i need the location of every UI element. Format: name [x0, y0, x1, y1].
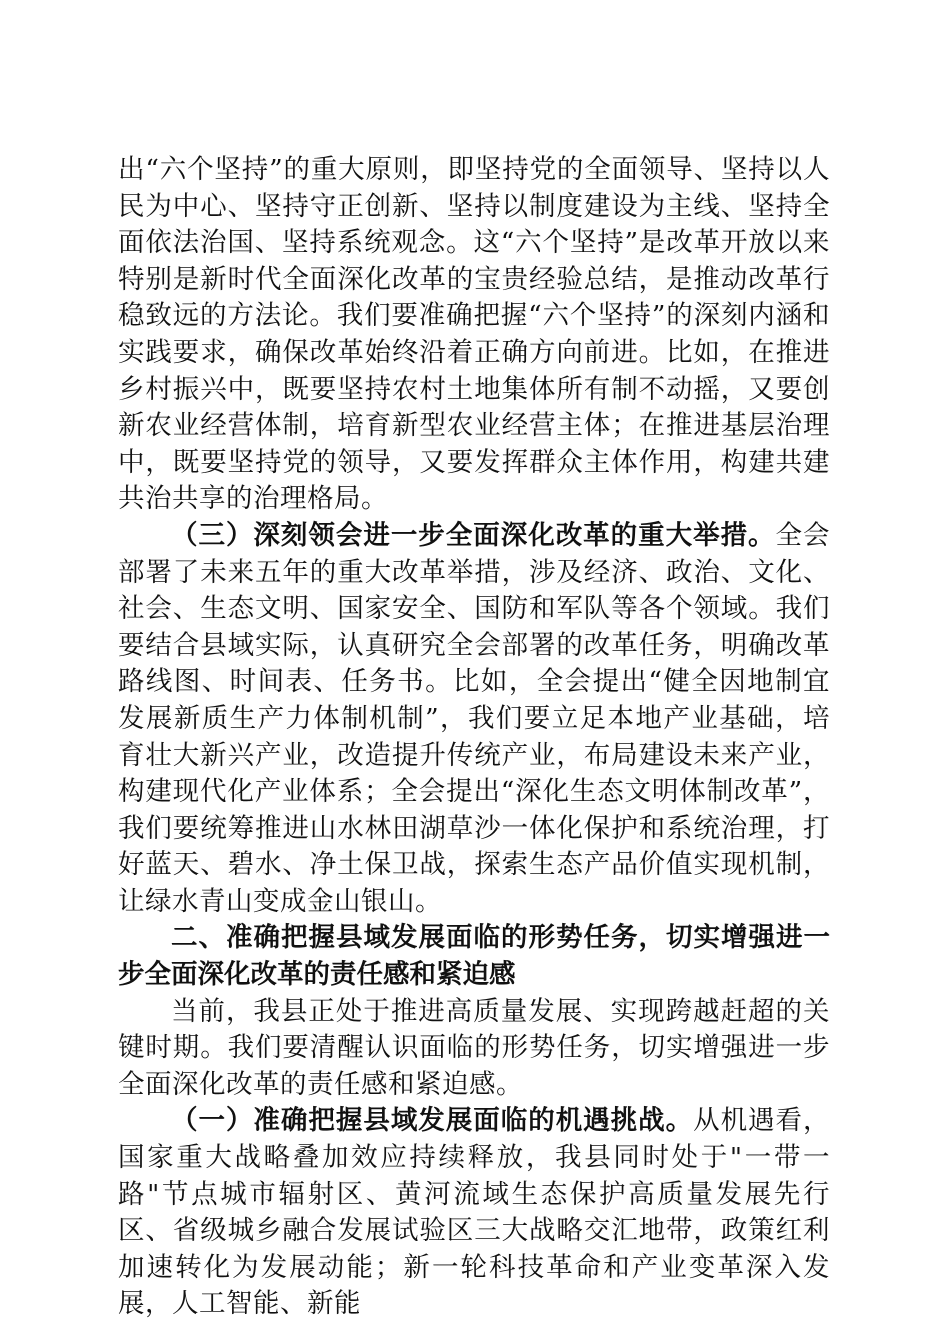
section-heading-two: 二、准确把握县域发展面临的形势任务，切实增强进一步全面深化改革的责任感和紧迫感 [118, 922, 830, 991]
subheading-opportunities-challenges: （一）准确把握县域发展面临的机遇挑战。 [171, 1105, 694, 1137]
body-major-measures: 全会部署了未来五年的重大改革举措，涉及经济、政治、文化、社会、生态文明、国家安全、国防和军队等各个领域。我们要结合县域实际，认真研究全会部署的改革任务，明确改革路线图、时间表、任务书。比如，全会提出“健全因地制宜发展新质生产力体制机制”，我们要立足本地产业基础，培育壮大新兴产业，改造提升传统产业，布局建设未来产业，构建现代化产业体系；全会提出“深化生态文明体制改革”，我们要统筹推进山水林田湖草沙一体化保护和系统治理，打好蓝天、碧水、净土保卫战，探索生态产品价值实现机制，让绿水青山变成金山银山。 [118, 519, 831, 917]
paragraph-major-measures [118, 518, 830, 921]
paragraph-six-principles: 出“六个坚持”的重大原则，即坚持党的全面领导、坚持以人民为中心、坚持守正创新、坚持以制度建设为主线、坚持全面依法治国、坚持系统观念。这“六个坚持”是改革开放以来特别是新时代全面深化改革的宝贵经验总结，是推动改革行稳致远的方法论。我们要准确把握“六个坚持”的深刻内涵和实践要求，确保改革始终沿着正确方向前进。比如，在推进乡村振兴中，既要坚持农村土地集体所有制不动摇，又要创新农业经营体制，培育新型农业经营主体；在推进基层治理中，既要坚持党的领导，又要发挥群众主体作用，构建共建共治共享的治理格局。 [118, 154, 830, 515]
document-page [118, 152, 830, 1323]
subheading-major-measures: （三）深刻领会进一步全面深化改革的重大举措。 [171, 519, 776, 551]
paragraph-opportunities-challenges [118, 1103, 830, 1323]
paragraph-current-situation: 当前，我县正处于推进高质量发展、实现跨越赶超的关键时期。我们要清醒认识面临的形势任务，切实增强进一步全面深化改革的责任感和紧迫感。 [118, 995, 830, 1100]
body-opportunities-challenges: 从机遇看，国家重大战略叠加效应持续释放，我县同时处于"一带一路"节点城市辐射区、黄河流域生态保护高质量发展先行区、省级城乡融合发展试验区三大战略交汇地带，政策红利加速转化为发展动能；新一轮科技革命和产业变革深入发展，人工智能、新能 [118, 1105, 831, 1320]
